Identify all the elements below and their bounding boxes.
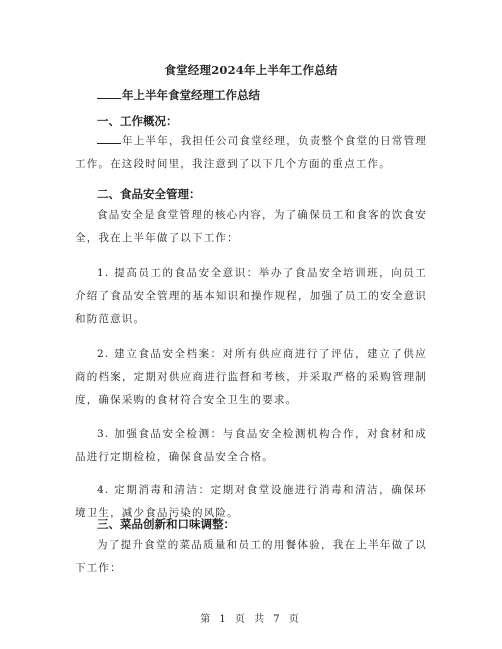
page-footer: 第 1 页 共 7 页 [200, 614, 302, 625]
paragraph: 1. 提高员工的食品安全意识：举办了食品安全培训班，向员工介绍了食品安全管理的基本知识和操作规程，加强了员工的安全意识和防范意识。 [75, 267, 427, 325]
paragraph: 3. 加强食品安全检测：与食品安全检测机构合作，对食材和成品进行定期检检，确保食品安全合格。 [75, 428, 427, 463]
paragraph: 食品安全是食堂管理的核心内容，为了确保员工和食客的饮食安全，我在上半年做了以下工作： [75, 209, 427, 244]
paragraph: 4. 定期消毒和清洁：定期对食堂设施进行消毒和清洁，确保环境卫生，减少食品污染的风险。 [75, 484, 427, 519]
document-subtitle [97, 87, 260, 103]
subtitle-text: 年上半年食堂经理工作总结 [122, 88, 260, 102]
paragraph: 为了提升食堂的菜品质量和员工的用餐体验，我在上半年做了以下工作： [75, 539, 427, 574]
blank-underline [97, 88, 121, 99]
paragraph [75, 130, 427, 176]
paragraph: 2. 建立食品安全档案：对所有供应商进行了评估，建立了供应商的档案，定期对供应商进行监督和考核，并采取严格的采购管理制度，确保采购的食材符合安全卫生的要求。 [75, 348, 427, 406]
section-heading: 一、工作概况： [97, 114, 178, 128]
section-heading: 二、食品安全管理： [97, 187, 201, 201]
document-title: 食堂经理2024年上半年工作总结 [164, 63, 338, 77]
section-heading: 三、菜品创新和口味调整： [97, 517, 235, 531]
paragraph-text: 年上半年，我担任公司食堂经理，负责整个食堂的日常管理工作。在这段时间里，我注意到了以下几个方面的重点工作。 [75, 135, 427, 170]
blank-underline [97, 133, 121, 144]
